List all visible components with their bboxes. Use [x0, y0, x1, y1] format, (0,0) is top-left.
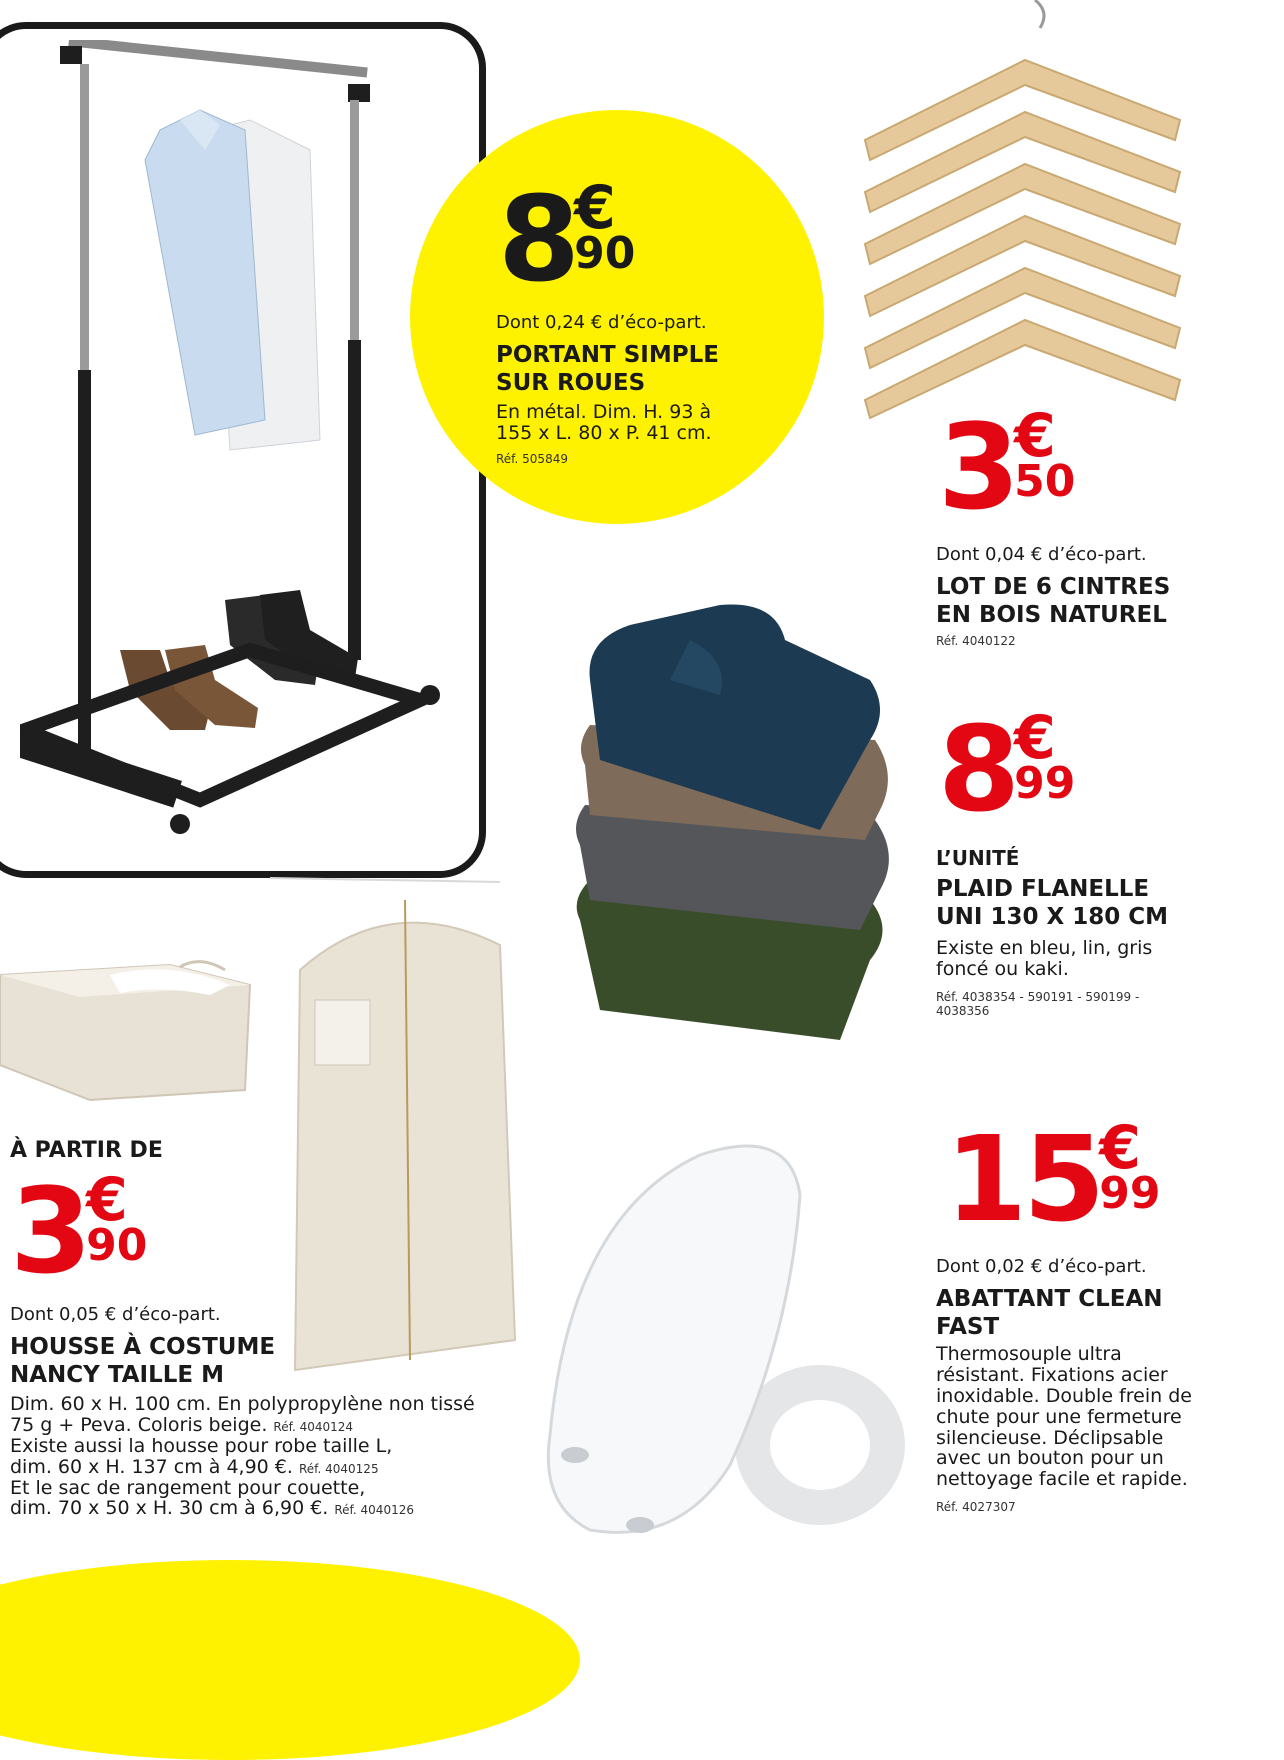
- seat-desc-line: nettoyage facile et rapide.: [936, 1468, 1188, 1491]
- hangers-price-decimal: 50: [1014, 456, 1076, 507]
- cover-name-line1: HOUSSE À COSTUME: [10, 1334, 276, 1360]
- cover-desc-line1: Dim. 60 x H. 100 cm. En polypropylène non tissé: [10, 1393, 475, 1415]
- plaid-ref-line2: 4038356: [936, 1004, 990, 1019]
- seat-desc-line: résistant. Fixations acier: [936, 1363, 1168, 1386]
- yellow-bottom-arc: [0, 1560, 580, 1760]
- hangers-price-integer: 3: [938, 398, 1017, 536]
- cover-ref-3: Réf. 4040126: [334, 1503, 414, 1518]
- folded-plaids-image: [570, 600, 900, 1040]
- seat-desc-line: Thermosouple ultra: [936, 1343, 1122, 1365]
- garment-cover-image: [270, 870, 520, 1380]
- rack-desc-line2: 155 x L. 80 x P. 41 cm.: [496, 421, 712, 444]
- wooden-hangers-image: [845, 0, 1195, 420]
- rack-price-decimal: 90: [574, 228, 636, 279]
- cover-price-currency: €: [86, 1165, 128, 1235]
- plaid-price-decimal: 99: [1014, 758, 1076, 809]
- seat-desc-line: avec un bouton pour un: [936, 1447, 1164, 1470]
- plaid-name-line1: PLAID FLANELLE: [936, 876, 1150, 902]
- seat-product-name: [936, 1286, 1163, 1341]
- seat-desc-line: silencieuse. Déclipsable: [936, 1426, 1164, 1449]
- seat-price-integer: 15: [945, 1110, 1102, 1248]
- hangers-price-currency: €: [1014, 401, 1056, 471]
- storage-bag-image: [0, 955, 255, 1105]
- plaid-ref-line1: Réf. 4038354 - 590191 - 590199 -: [936, 990, 1140, 1004]
- seat-eco-part: Dont 0,02 € d’éco-part.: [936, 1256, 1147, 1277]
- plaid-unit-label: L’UNITÉ: [936, 846, 1020, 870]
- cover-ref-2: Réf. 4040125: [298, 1461, 379, 1476]
- seat-reference: Réf. 4027307: [936, 1500, 1016, 1514]
- plaid-price: [938, 700, 1076, 838]
- rack-reference: Réf. 505849: [496, 452, 568, 466]
- seat-price-decimal: 99: [1099, 1168, 1161, 1219]
- cover-price-decimal: 90: [86, 1220, 148, 1271]
- seat-desc-line: chute pour une fermeture: [936, 1405, 1182, 1428]
- hangers-product-name: [936, 574, 1170, 629]
- cover-ref-1: Réf. 4040124: [273, 1419, 354, 1434]
- plaid-desc-line1: Existe en bleu, lin, gris: [936, 937, 1153, 959]
- cover-desc-line6-row: [10, 1498, 510, 1519]
- rack-price-currency: €: [574, 173, 616, 243]
- rack-product-name: [496, 342, 719, 397]
- cover-price: [10, 1162, 148, 1300]
- hangers-name-line1: LOT DE 6 CINTRES: [936, 574, 1171, 600]
- plaid-description: [936, 938, 1152, 980]
- seat-price-currency: €: [1099, 1113, 1141, 1183]
- plaid-price-currency: €: [1014, 703, 1056, 773]
- rack-price-integer: 8: [498, 170, 577, 308]
- seat-name-line1: ABATTANT CLEAN: [936, 1286, 1163, 1312]
- plaid-reference: [936, 990, 1139, 1019]
- cover-desc-line2: 75 g + Peva. Coloris beige.: [10, 1413, 268, 1436]
- cover-desc-line6: dim. 70 x 50 x H. 30 cm à 6,90 €.: [10, 1497, 329, 1520]
- cover-from-label: À PARTIR DE: [10, 1138, 163, 1163]
- plaid-name-line2: UNI 130 X 180 CM: [936, 903, 1169, 930]
- rack-eco-part: Dont 0,24 € d’éco-part.: [496, 312, 707, 333]
- plaid-product-name: [936, 876, 1168, 931]
- cover-desc-line3: Existe aussi la housse pour robe taille L,: [10, 1434, 393, 1457]
- seat-description: [936, 1344, 1276, 1490]
- cover-description: [10, 1394, 510, 1519]
- seat-desc-line: inoxidable. Double frein de: [936, 1384, 1192, 1407]
- hangers-reference: Réf. 4040122: [936, 634, 1016, 648]
- hangers-eco-part: Dont 0,04 € d’éco-part.: [936, 544, 1147, 565]
- cover-desc-line5: Et le sac de rangement pour couette,: [10, 1476, 366, 1499]
- cover-name-line2: NANCY TAILLE M: [10, 1361, 225, 1388]
- cover-product-name: [10, 1334, 275, 1389]
- cover-price-integer: 3: [10, 1162, 89, 1300]
- cover-desc-line2-row: [10, 1415, 510, 1436]
- seat-name-line2: FAST: [936, 1313, 1000, 1340]
- cover-eco-part: Dont 0,05 € d’éco-part.: [10, 1304, 221, 1325]
- rack-description: [496, 402, 712, 444]
- hangers-name-line2: EN BOIS NATUREL: [936, 601, 1167, 628]
- toilet-seat-image: [530, 1135, 910, 1555]
- rack-price: [498, 170, 636, 308]
- plaid-price-integer: 8: [938, 700, 1017, 838]
- cover-desc-line4-row: [10, 1457, 510, 1478]
- seat-price: [945, 1110, 1161, 1248]
- plaid-desc-line2: foncé ou kaki.: [936, 957, 1069, 980]
- rack-desc-line1: En métal. Dim. H. 93 à: [496, 401, 712, 423]
- cover-desc-line4: dim. 60 x H. 137 cm à 4,90 €.: [10, 1455, 293, 1478]
- hangers-price: [938, 398, 1076, 536]
- rack-name-line1: PORTANT SIMPLE: [496, 342, 719, 368]
- clothes-rack-image: [20, 40, 460, 840]
- rack-name-line2: SUR ROUES: [496, 369, 646, 396]
